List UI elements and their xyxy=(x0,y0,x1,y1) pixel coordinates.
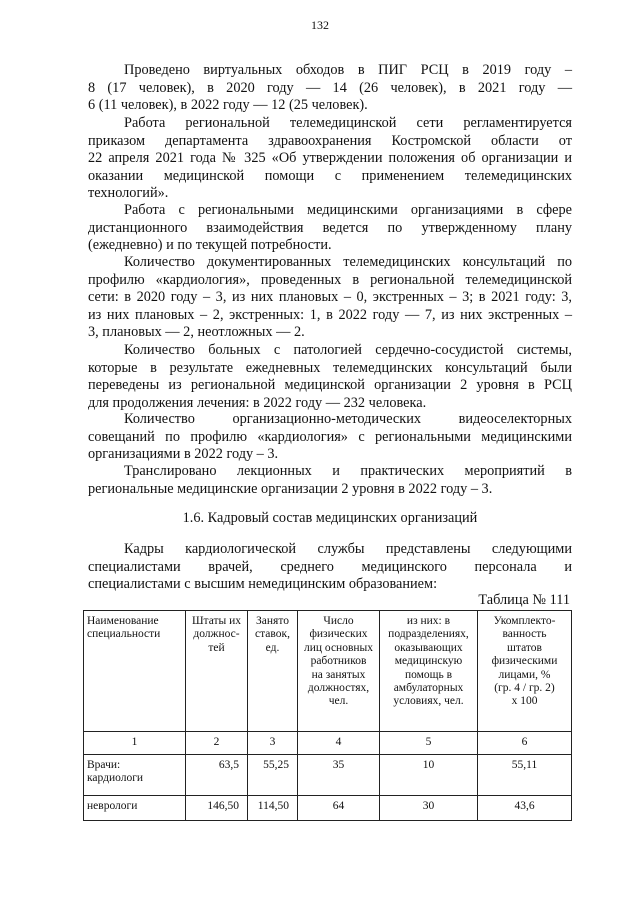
cell-line: должнос- xyxy=(193,628,240,641)
intro-paragraph xyxy=(88,541,572,594)
paragraph xyxy=(88,62,572,115)
text-line: совещаний по профилю «кардиология» с региональными медицинскими xyxy=(88,428,572,445)
cell-line: из них: в xyxy=(406,615,451,627)
cell-staffing: 55,11 xyxy=(478,755,572,796)
header-physical-persons xyxy=(298,611,380,732)
text-line: специалистами врачей, среднего медицинского персонала и xyxy=(88,558,572,575)
cell-staff: 63,5 xyxy=(186,755,248,796)
text-line: региональные медицинские организации 2 уровня в 2022 году – 3. xyxy=(88,480,493,497)
header-specialty xyxy=(84,611,186,732)
text-line: организациями в 2022 году – 3. xyxy=(88,446,279,462)
cell-line: физических xyxy=(309,628,368,641)
text-line: Транслировано лекционных и практических мероприятий в xyxy=(124,463,572,479)
cell-line: Врачи: xyxy=(87,759,121,771)
text-line: приказом департамента здравоохранения Костромской области от xyxy=(88,132,572,149)
column-number: 5 xyxy=(380,732,478,755)
text-line: сети: в 2020 году – 3, из них плановых – 0, экстренных – 3; в 2021 году: 3, xyxy=(88,289,572,305)
cell-line: штатов xyxy=(507,641,542,654)
column-number: 2 xyxy=(186,732,248,755)
paragraph xyxy=(88,254,572,342)
row-specialty xyxy=(84,796,186,821)
column-number: 6 xyxy=(478,732,572,755)
cell-line: лиц основных xyxy=(303,641,374,654)
text-line: которые в результате ежедневных телемедцинских консультаций были xyxy=(88,359,572,376)
cell-staff: 146,50 xyxy=(186,796,248,821)
cell-line: (гр. 4 / гр. 2) xyxy=(494,682,555,695)
header-occupied-rates xyxy=(248,611,298,732)
header-staffing-level xyxy=(478,611,572,732)
text-line: 6 (11 человек), в 2022 году — 12 (25 человек). xyxy=(88,97,368,113)
cell-occupied: 55,25 xyxy=(248,755,298,796)
text-line: Работа с региональными медицинскими организациями в сфере xyxy=(124,202,572,218)
cell-line: специальности xyxy=(87,628,161,641)
text-line: профилю «кардиология», проведенных в региональной телемедицинской xyxy=(88,271,572,288)
section-heading: 1.6. Кадровый состав медицинских организаций xyxy=(182,510,478,526)
cell-line: условиях, чел. xyxy=(393,695,464,708)
row-specialty xyxy=(84,755,186,796)
cell-line: лицами, % xyxy=(498,668,551,681)
cell-outpatient: 10 xyxy=(380,755,478,796)
cell-line: амбулаторных xyxy=(393,682,464,695)
cell-line: оказывающих xyxy=(394,641,463,654)
text-line: Работа региональной телемедицинской сети регламентируется xyxy=(124,115,572,131)
cell-occupied: 114,50 xyxy=(248,796,298,821)
cell-line: тей xyxy=(208,641,225,654)
text-line: дистанционного взаимодействия ведется по утвержденному плану xyxy=(88,219,572,236)
cell-line: ставок, xyxy=(255,628,290,641)
header-staff-positions xyxy=(186,611,248,732)
staff-table xyxy=(83,610,572,821)
text-line: переведены из региональной медицинской организации 2 уровня в РСЦ xyxy=(88,377,572,393)
text-line: для продолжения лечения: в 2022 году — 232 человека. xyxy=(88,394,427,411)
cell-line: Наименование xyxy=(87,615,159,627)
text-line: Количество документированных телемедицинских консультаций по xyxy=(124,254,572,270)
cell-line: на занятых xyxy=(311,668,366,681)
paragraph xyxy=(88,202,572,255)
text-line: Количество больных с патологией сердечно-сосудистой системы, xyxy=(124,342,572,358)
column-number: 1 xyxy=(84,732,186,755)
text-line: 3, плановых — 2, неотложных — 2. xyxy=(88,324,305,340)
cell-line: физическими xyxy=(491,655,558,668)
column-number-row xyxy=(84,732,572,755)
text-line: Количество организационно-методических видеоселекторных xyxy=(124,411,572,427)
cell-persons: 64 xyxy=(298,796,380,821)
column-number: 4 xyxy=(298,732,380,755)
column-number: 3 xyxy=(248,732,298,755)
cell-line: чел. xyxy=(328,695,349,708)
cell-line: медицинскую xyxy=(394,655,463,668)
paragraph xyxy=(88,342,572,412)
cell-line: Штаты их xyxy=(191,615,242,627)
text-line: технологий». xyxy=(88,185,169,201)
paragraph xyxy=(88,411,572,464)
cell-outpatient: 30 xyxy=(380,796,478,821)
text-line: специалистами с высшим немедицинским образованием: xyxy=(88,576,438,592)
cell-line: кардиологи xyxy=(87,772,144,785)
cell-line: х 100 xyxy=(511,695,538,708)
cell-line: Число xyxy=(323,615,354,627)
cell-line: помощь в xyxy=(404,668,453,681)
cell-persons: 35 xyxy=(298,755,380,796)
paragraph xyxy=(88,115,572,203)
table-caption: Таблица № 111 xyxy=(478,592,570,608)
text-line: (ежедневно) и по текущей потребности. xyxy=(88,237,332,253)
text-line: Проведено виртуальных обходов в ПИГ РСЦ в 2019 году – xyxy=(124,62,572,78)
table-header-row xyxy=(84,611,572,732)
table-row xyxy=(84,796,572,821)
text-line: из них плановых – 2, экстренных: 1, в 2022 году — 7, из них экстренных – xyxy=(88,306,572,323)
cell-line: работников xyxy=(310,655,367,668)
text-line: оказании медицинской помощи с применением телемедицинских xyxy=(88,167,572,184)
cell-line: ед. xyxy=(265,641,280,654)
paragraph xyxy=(88,463,572,498)
cell-line: ванность xyxy=(502,628,547,641)
text-line: 22 апреля 2021 года № 325 «Об утверждении положения об организации и xyxy=(88,150,572,166)
cell-line: должностях, xyxy=(307,682,370,695)
text-line: 8 (17 человек), в 2020 году — 14 (26 человек), в 2021 году — xyxy=(88,79,572,96)
cell-line: неврологи xyxy=(87,800,138,812)
text-line: Кадры кардиологической службы представлены следующими xyxy=(124,541,572,557)
cell-staffing: 43,6 xyxy=(478,796,572,821)
table-row xyxy=(84,755,572,796)
cell-line: подразделениях, xyxy=(388,628,469,641)
page-number: 132 xyxy=(311,18,329,32)
cell-line: Занято xyxy=(256,615,289,627)
cell-line: Укомплекто- xyxy=(493,615,556,627)
header-outpatient xyxy=(380,611,478,732)
